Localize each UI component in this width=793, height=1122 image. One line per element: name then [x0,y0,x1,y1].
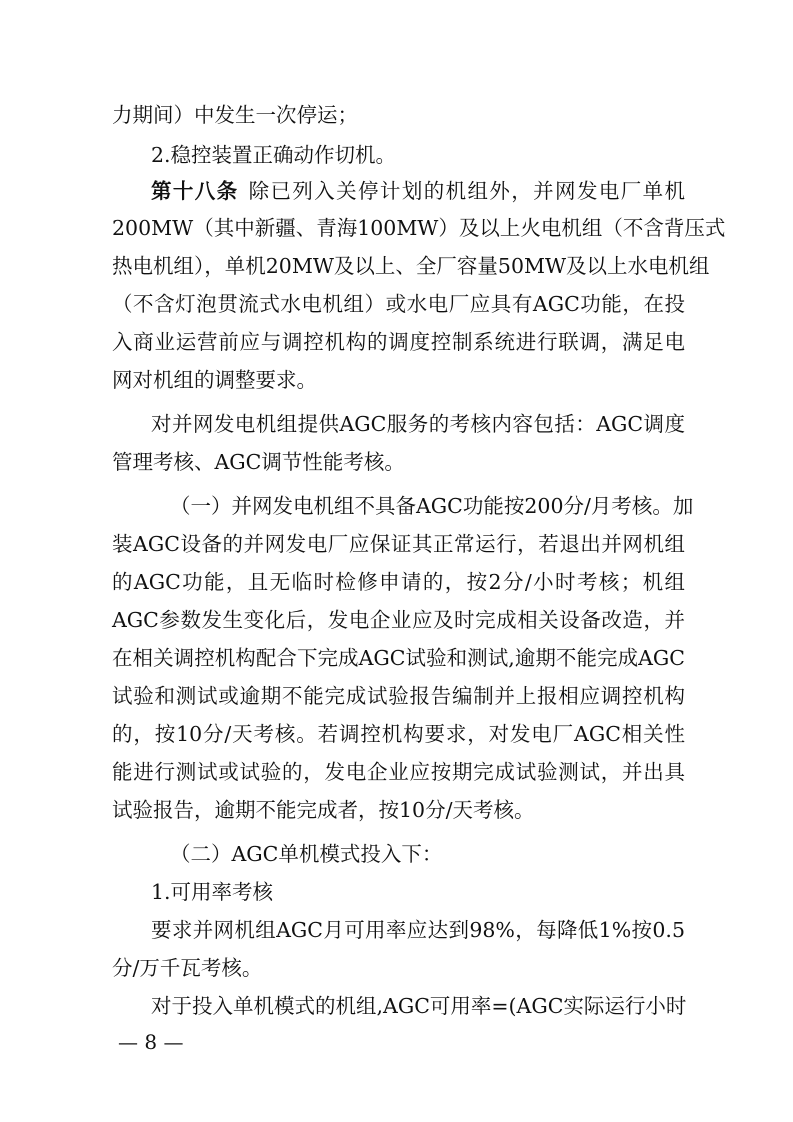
text-line-8: 网对机组的调整要求。 [112,368,317,392]
article-18-first-line [151,176,685,206]
text-line-17: 的，按10分/天考核。若调控机构要求，对发电厂AGC相关性 [112,722,685,746]
text-line-6: （不含灯泡贯流式水电机组）或水电厂应具有AGC功能，在投 [112,292,685,316]
section-heading-2: （二）AGC单机模式投入下： [170,842,443,866]
text-line-14: AGC参数发生变化后，发电企业应及时完成相关设备改造，并 [112,608,685,632]
text-line-1: 力期间）中发生一次停运； [112,103,358,127]
text-line-11: （一）并网发电机组不具备AGC功能按200分/月考核。加 [170,494,694,518]
text-line-2: 2.稳控装置正确动作切机。 [151,143,397,167]
subsection-heading-1: 1.可用率考核 [151,880,274,904]
text-line-5: 热电机组），单机20MW及以上、全厂容量50MW及以上水电机组 [112,254,710,278]
page-number: — 8 — [118,1030,184,1054]
text-line-10: 管理考核、AGC调节性能考核。 [112,450,405,474]
text-line-9: 对并网发电机组提供AGC服务的考核内容包括：AGC调度 [151,412,685,436]
text-line-7: 入商业运营前应与调控机构的调度控制系统进行联调，满足电 [112,330,685,354]
text-line-13: 的AGC功能，且无临时检修申请的，按2分/小时考核；机组 [112,570,685,594]
text-line-12: 装AGC设备的并网发电厂应保证其正常运行，若退出并网机组 [112,532,685,556]
text-line-22: 要求并网机组AGC月可用率应达到98%，每降低1%按0.5 [151,918,685,942]
text-line-23: 分/万千瓦考核。 [112,956,263,980]
text-line-18: 能进行测试或试验的，发电企业应按期完成试验测试，并出具 [112,760,685,784]
article-18-text: 除已列入关停计划的机组外，并网发电厂单机 [248,179,686,203]
text-line-19: 试验报告，逾期不能完成者，按10分/天考核。 [112,798,535,822]
article-heading: 第十八条 [151,179,239,203]
text-line-24: 对于投入单机模式的机组,AGC可用率=(AGC实际运行小时 [151,994,687,1018]
text-line-16: 试验和测试或逾期不能完成试验报告编制并上报相应调控机构 [112,684,685,708]
text-line-4: 200MW（其中新疆、青海100MW）及以上火电机组（不含背压式 [112,216,726,240]
text-line-15: 在相关调控机构配合下完成AGC试验和测试,逾期不能完成AGC [112,646,685,670]
